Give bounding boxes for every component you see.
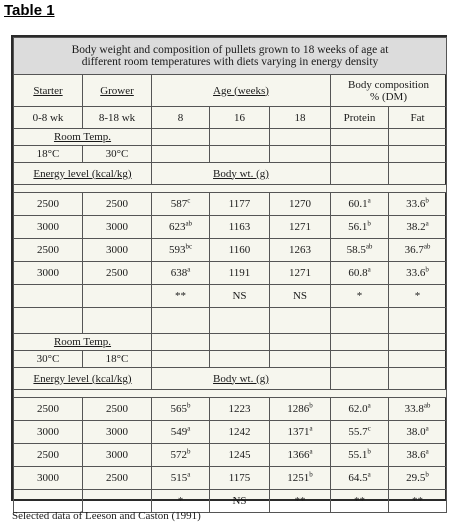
section2-room-temp-row [14,334,447,351]
section2-empty-cell [331,334,389,351]
section1-fat-text: 33.6 [406,267,426,279]
section2-weight-18wk-superscript: a [309,424,313,433]
section2-weight-16wk [210,398,270,421]
section1-sig-18wk-text: NS [292,290,308,302]
caption-row [14,38,447,75]
section2-weight-8wk [152,421,210,444]
table-frame [11,35,447,507]
section2-empty-cell [331,368,389,390]
section1-fat [389,193,447,216]
section1-sig-fat-text: * [414,290,421,302]
section1-weight-8wk-text: 638 [170,267,188,279]
section2-grower-temp-text: 18°C [105,353,129,365]
section1-spacer-row [14,185,447,193]
section1-empty-cell [270,129,331,146]
section1-fat-superscript: b [425,265,429,274]
section2-starter-energy-text: 2500 [37,449,59,461]
section2-empty-cell [152,351,210,368]
section1-protein-superscript: ab [365,242,373,251]
section2-weight-18wk [270,398,331,421]
section1-room-temp-row [14,129,447,146]
section2-grower-temp [83,351,152,368]
section1-grower-energy [83,216,152,239]
section1-grower-energy [83,193,152,216]
section2-weight-8wk [152,398,210,421]
section1-data-row [14,262,447,285]
section2-weight-8wk-text: 572 [170,449,187,461]
section1-empty-cell [389,163,447,185]
section2-starter-temp [14,351,83,368]
section1-empty-cell [331,163,389,185]
section1-starter-temp-text: 18°C [36,148,60,160]
section2-weight-8wk-text: 565 [170,403,187,415]
gap-cell [210,308,270,334]
section1-fat-text: 36.7 [404,244,424,256]
section1-protein [331,193,389,216]
gap-cell [331,308,389,334]
sub-age-8-text: 8 [177,111,184,124]
section2-weight-18wk-text: 1366 [287,449,310,461]
section1-starter-energy-text: 2500 [37,244,59,256]
section1-sig-protein-text: * [356,290,363,302]
section1-empty-cell [210,129,270,146]
section2-temps-row [14,351,447,368]
section2-weight-8wk-text: 549 [170,426,188,438]
section2-starter-energy-text: 3000 [37,472,59,484]
section2-weight-18wk-superscript: b [309,470,313,479]
section1-weight-16wk-text: 1191 [228,267,251,279]
section1-weight-16wk-text: 1160 [228,244,251,256]
section1-fat-text: 38.2 [406,221,426,233]
section2-protein-superscript: a [367,401,371,410]
section1-empty-cell [83,285,152,308]
section2-weight-18wk [270,421,331,444]
section2-sig-18wk [270,490,331,513]
section1-weight-18wk-text: 1263 [289,244,311,256]
section1-fat [389,239,447,262]
section1-weight-16wk-text: 1177 [228,198,251,210]
section2-weight-16wk [210,444,270,467]
section2-room-temp-label [14,334,152,351]
section2-sig-fat-text: ** [412,495,424,507]
section1-grower-energy-text: 3000 [106,221,128,233]
section2-grower-energy [83,467,152,490]
section1-weight-18wk [270,239,331,262]
section2-protein-superscript: a [367,470,371,479]
section1-weight-16wk [210,216,270,239]
section1-empty-cell [152,129,210,146]
sub-age-8 [152,107,210,129]
section1-protein-text: 60.8 [348,267,368,279]
section1-starter-energy [14,239,83,262]
section2-starter-energy [14,421,83,444]
section1-protein-superscript: b [367,219,371,228]
section1-weight-16wk [210,193,270,216]
section2-sig-protein-text: ** [354,495,365,507]
section1-data-row [14,239,447,262]
section2-sig-8wk-text: * [177,495,184,507]
section1-weight-16wk [210,239,270,262]
header-grower-text: Grower [100,84,134,97]
section2-weight-18wk [270,467,331,490]
section2-fat-text: 29.5 [406,472,426,484]
section1-protein [331,239,389,262]
section1-weight-18wk [270,193,331,216]
section1-grower-energy-text: 2500 [106,267,128,279]
section1-empty-cell [270,146,331,163]
sub-protein [331,107,389,129]
section1-protein-text: 58.5 [346,244,366,256]
section2-weight-16wk [210,467,270,490]
sub-fat [389,107,447,129]
section2-empty-cell [389,351,447,368]
section2-protein-text: 55.7 [348,426,368,438]
section1-weight-8wk-text: 623 [168,221,186,233]
gap-cell [270,308,331,334]
section1-fat [389,216,447,239]
section1-grower-energy [83,239,152,262]
section2-protein-text: 62.0 [348,403,368,415]
section1-weight-18wk [270,216,331,239]
sub-age-18-text: 18 [294,111,306,124]
section2-protein [331,398,389,421]
section2-body-wt-label-text: Body wt. (g) [213,372,269,385]
section1-protein-superscript: a [367,196,371,205]
section1-grower-temp-text: 30°C [105,148,129,160]
section1-fat-superscript: b [425,196,429,205]
section2-starter-energy-text: 2500 [37,403,59,415]
section1-weight-18wk-text: 1270 [289,198,311,210]
section1-weight-8wk-superscript: ab [185,219,193,228]
section1-starter-energy [14,216,83,239]
section2-empty-cell [210,351,270,368]
section2-data-row [14,398,447,421]
table-caption [14,38,447,75]
section1-sig-8wk [152,285,210,308]
section2-grower-energy-text: 2500 [106,403,128,415]
section1-significance-row [14,285,447,308]
sub-age-16 [210,107,270,129]
section2-spacer [14,390,447,398]
sub-0-8-wk-text: 0-8 wk [32,111,64,124]
section2-fat [389,467,447,490]
section2-weight-16wk-text: 1175 [228,472,251,484]
section1-energy-label-text: Energy level (kcal/kg) [33,167,132,180]
section1-starter-energy-text: 3000 [37,267,59,279]
section2-grower-energy-text: 2500 [106,472,128,484]
sub-header-row [14,107,447,129]
sub-age-16-text: 16 [234,111,245,124]
section1-fat-text: 33.6 [406,198,426,210]
section2-fat-superscript: a [425,424,429,433]
section2-energy-label [14,368,152,390]
section2-weight-16wk [210,421,270,444]
section2-weight-16wk-text: 1245 [228,449,251,461]
section2-starter-energy [14,467,83,490]
section2-weight-8wk-superscript: a [187,470,191,479]
section2-empty-cell [270,334,331,351]
section1-protein [331,262,389,285]
section2-starter-energy-text: 3000 [37,426,59,438]
sub-8-18-wk [83,107,152,129]
section1-weight-8wk-superscript: a [187,265,191,274]
section1-weight-8wk [152,239,210,262]
section1-empty-cell [152,146,210,163]
section1-grower-energy [83,262,152,285]
section1-starter-energy [14,262,83,285]
section2-protein [331,421,389,444]
section2-weight-16wk-text: 1242 [228,426,251,438]
section2-sig-protein [331,490,389,513]
section1-starter-temp [14,146,83,163]
section1-sig-18wk [270,285,331,308]
section1-spacer [14,185,447,193]
column-header-row [14,75,447,107]
section1-starter-energy-text: 3000 [37,221,59,233]
section2-fat-text: 38.0 [406,426,426,438]
source-note: Selected data of Leeson and Caston (1991) [12,510,201,522]
section1-temps-row [14,146,447,163]
section2-protein [331,444,389,467]
section2-weight-8wk-superscript: b [187,401,191,410]
section1-weight-16wk [210,262,270,285]
section2-fat [389,421,447,444]
section2-sig-16wk [210,490,270,513]
section2-empty-cell [331,351,389,368]
section1-sig-16wk-text: NS [232,290,247,302]
section2-starter-energy [14,398,83,421]
section2-fat-superscript: a [425,447,429,456]
table-heading: Table 1 [4,2,55,19]
section2-fat-text: 33.8 [404,403,424,415]
section2-body-wt-label [152,368,331,390]
body-comp-line-2: % (DM) [370,90,407,103]
gap-cell [152,308,210,334]
gap-cell [389,308,447,334]
section2-room-temp-label-text: Room Temp. [53,336,112,348]
sub-protein-text: Protein [343,111,376,124]
section2-weight-18wk-text: 1371 [287,426,310,438]
section1-empty-cell [14,285,83,308]
header-body-composition [331,75,447,107]
section1-weight-18wk [270,262,331,285]
gap-cell [14,308,83,334]
section2-weight-8wk [152,444,210,467]
header-starter [14,75,83,107]
section2-weight-16wk-text: 1223 [228,403,251,415]
section1-body-wt-label-text: Body wt. (g) [213,167,269,180]
section2-fat-superscript: b [425,470,429,479]
section2-weight-18wk-superscript: a [309,447,313,456]
section2-grower-energy [83,398,152,421]
section2-weight-18wk-superscript: b [309,401,313,410]
section1-grower-energy-text: 2500 [106,198,128,210]
section2-weight-18wk-text: 1251 [287,472,310,484]
section2-energy-label-text: Energy level (kcal/kg) [33,372,132,385]
data-table [13,37,447,513]
section1-empty-cell [331,129,389,146]
sub-8-18-wk-text: 8-18 wk [98,111,136,124]
section2-weight-8wk-text: 515 [170,472,188,484]
section1-empty-cell [389,129,447,146]
section2-data-row [14,444,447,467]
sub-age-18 [270,107,331,129]
header-grower [83,75,152,107]
section1-data-row [14,216,447,239]
header-age [152,75,331,107]
section2-protein-text: 64.5 [348,472,368,484]
section2-grower-energy-text: 3000 [106,449,128,461]
section2-empty-cell [152,334,210,351]
section2-fat [389,444,447,467]
section1-fat-superscript: a [425,219,429,228]
section2-grower-energy-text: 3000 [106,426,128,438]
section1-data-row [14,193,447,216]
section1-starter-energy-text: 2500 [37,198,59,210]
section1-weight-8wk [152,216,210,239]
section2-protein-superscript: c [367,424,371,433]
section1-sig-protein [331,285,389,308]
section2-grower-energy [83,421,152,444]
section1-body-wt-label [152,163,331,185]
section2-fat-text: 38.6 [406,449,426,461]
section2-empty-cell [389,368,447,390]
section2-weight-18wk-text: 1286 [287,403,310,415]
section2-data-row [14,467,447,490]
section2-protein [331,467,389,490]
section2-grower-energy [83,444,152,467]
section1-protein-text: 60.1 [348,198,368,210]
section1-protein-superscript: a [367,265,371,274]
header-age-text: Age (weeks) [213,84,269,97]
section1-weight-8wk [152,262,210,285]
section1-energy-label [14,163,152,185]
sub-fat-text: Fat [410,111,425,124]
section1-grower-energy-text: 3000 [106,244,128,256]
section1-energy-row [14,163,447,185]
section2-weight-18wk [270,444,331,467]
section1-weight-18wk-text: 1271 [289,267,311,279]
section2-empty-cell [389,334,447,351]
section2-protein-superscript: b [367,447,371,456]
section2-weight-8wk-superscript: b [187,447,191,456]
gap-cell [83,308,152,334]
section1-room-temp-label [14,129,152,146]
section1-fat-superscript: ab [423,242,431,251]
section1-protein [331,216,389,239]
section1-sig-16wk [210,285,270,308]
section1-sig-fat [389,285,447,308]
section1-empty-cell [210,146,270,163]
section1-room-temp-label-text: Room Temp. [53,131,112,143]
section1-grower-temp [83,146,152,163]
section1-fat [389,262,447,285]
section2-fat [389,398,447,421]
section-gap-row [14,308,447,334]
caption-line-1: Body weight and composition of pullets grown to 18 weeks of age at [71,44,389,56]
section2-data-row [14,421,447,444]
section2-sig-16wk-text: NS [232,495,247,507]
section2-protein-text: 55.1 [348,449,368,461]
section1-empty-cell [389,146,447,163]
section2-weight-8wk [152,467,210,490]
section2-fat-superscript: ab [423,401,431,410]
section1-weight-8wk [152,193,210,216]
section2-sig-fat [389,490,447,513]
section2-starter-temp-text: 30°C [36,353,60,365]
section2-sig-18wk-text: ** [294,495,306,507]
section1-weight-8wk-superscript: bc [185,242,193,251]
section1-weight-18wk-text: 1271 [289,221,311,233]
header-starter-text: Starter [33,84,63,97]
section1-starter-energy [14,193,83,216]
section1-empty-cell [331,146,389,163]
section2-energy-row [14,368,447,390]
section2-empty-cell [270,351,331,368]
section1-protein-text: 56.1 [348,221,368,233]
section2-starter-energy [14,444,83,467]
section2-empty-cell [210,334,270,351]
section1-weight-16wk-text: 1163 [228,221,251,233]
section1-weight-8wk-superscript: c [187,196,191,205]
section1-sig-8wk-text: ** [175,290,186,302]
body-comp-line-1: Body composition [348,78,429,91]
section2-spacer-row [14,390,447,398]
section2-weight-8wk-superscript: a [187,424,191,433]
sub-0-8-wk [14,107,83,129]
section1-weight-8wk-text: 593 [168,244,186,256]
caption-line-2: different room temperatures with diets varying in energy density [81,56,379,68]
section1-weight-8wk-text: 587 [170,198,188,210]
